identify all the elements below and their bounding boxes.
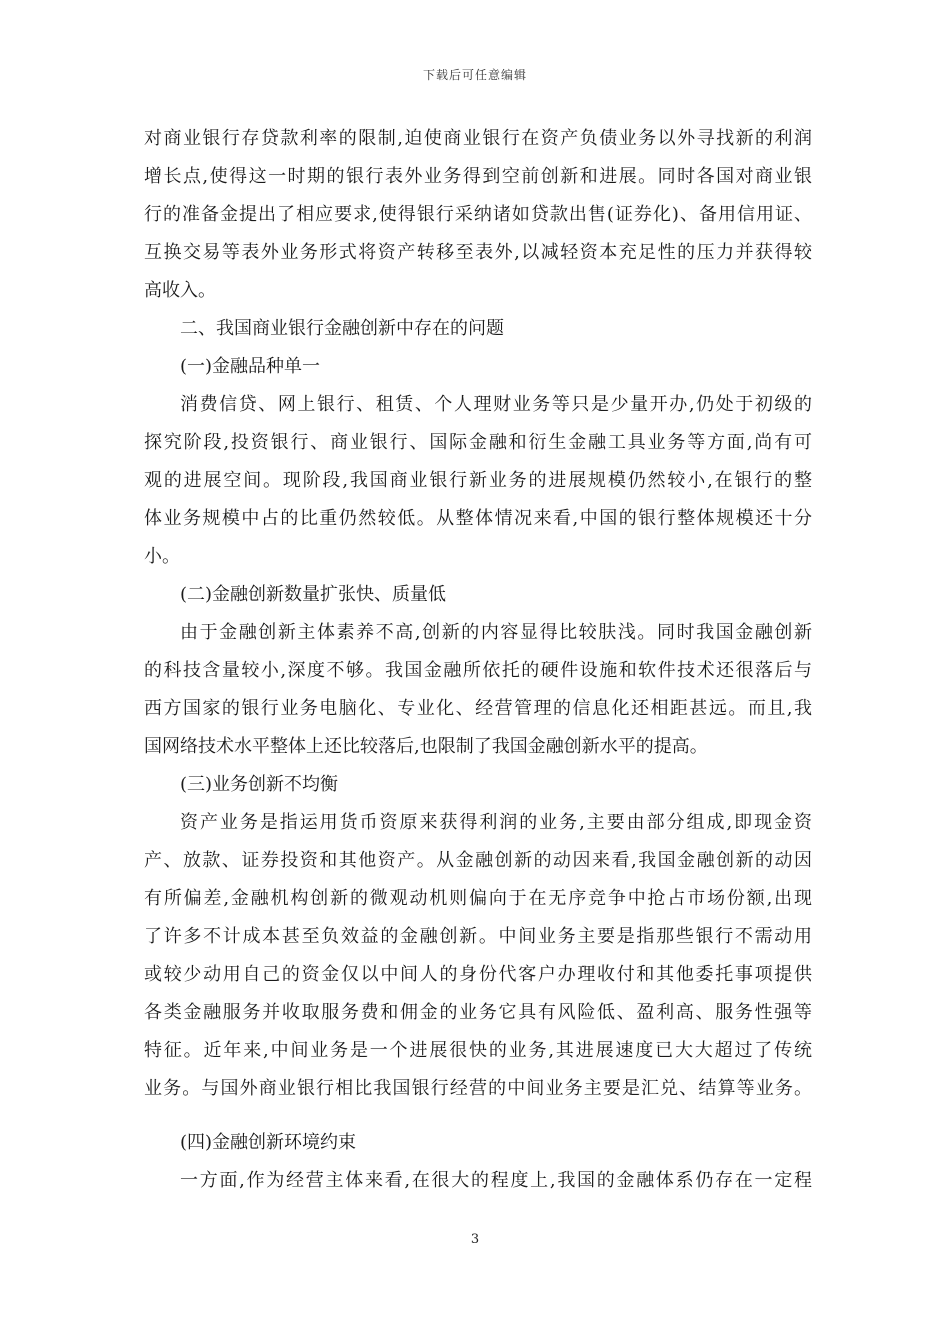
page-header-note: 下载后可任意编辑 — [422, 68, 527, 82]
paragraph-line: 由于金融创新主体素养不高,创新的内容显得比较肤浅。同时我国金融创新 — [180, 622, 812, 643]
paragraph-line: 增长点,使得这一时期的银行表外业务得到空前创新和进展。同时各国对商业银 — [144, 166, 812, 187]
paragraph-line: 产、放款、证券投资和其他资产。从金融创新的动因来看,我国金融创新的动因 — [144, 850, 812, 871]
paragraph-line: 资产业务是指运用货币资原来获得利润的业务,主要由部分组成,即现金资 — [180, 812, 812, 833]
paragraph-line: 一方面,作为经营主体来看,在很大的程度上,我国的金融体系仍存在一定程 — [180, 1170, 812, 1191]
paragraph-line: 对商业银行存贷款利率的限制,迫使商业银行在资产负债业务以外寻找新的利润 — [144, 128, 812, 149]
paragraph-line: 高收入。 — [144, 280, 216, 301]
paragraph-spacer — [144, 1108, 812, 1124]
paragraph-line: 行的准备金提出了相应要求,使得银行采纳诸如贷款出售(证券化)、备用信用证、 — [144, 204, 812, 225]
document-body — [144, 120, 812, 1200]
paragraph-line: 各类金融服务并收取服务费和佣金的业务它具有风险低、盈利高、服务性强等 — [144, 1002, 812, 1023]
paragraph-line: 互换交易等表外业务形式将资产转移至表外,以减轻资本充足性的压力并获得较 — [144, 242, 812, 263]
paragraph-line: 国网络技术水平整体上还比较落后,也限制了我国金融创新水平的提高。 — [144, 736, 708, 757]
subsection-heading: (一)金融品种单一 — [180, 356, 321, 377]
subsection-heading: (三)业务创新不均衡 — [180, 774, 339, 795]
paragraph-line: 特征。近年来,中间业务是一个进展很快的业务,其进展速度已大大超过了传统 — [144, 1040, 812, 1061]
paragraph-line: 小。 — [144, 546, 180, 567]
paragraph-line: 或较少动用自己的资金仅以中间人的身份代客户办理收付和其他委托事项提供 — [144, 964, 812, 985]
paragraph-line: 消费信贷、网上银行、租赁、个人理财业务等只是少量开办,仍处于初级的 — [180, 394, 812, 415]
paragraph-line: 了许多不计成本甚至负效益的金融创新。中间业务主要是指那些银行不需动用 — [144, 926, 812, 947]
paragraph-line: 业务。与国外商业银行相比我国银行经营的中间业务主要是汇兑、结算等业务。 — [144, 1078, 812, 1099]
section-heading: 二、我国商业银行金融创新中存在的问题 — [180, 318, 504, 339]
subsection-heading: (四)金融创新环境约束 — [180, 1132, 357, 1153]
subsection-heading: (二)金融创新数量扩张快、质量低 — [180, 584, 447, 605]
paragraph-line: 有所偏差,金融机构创新的微观动机则偏向于在无序竞争中抢占市场份额,出现 — [144, 888, 812, 909]
page-number: 3 — [470, 1232, 480, 1247]
paragraph-line: 的科技含量较小,深度不够。我国金融所依托的硬件设施和软件技术还很落后与 — [144, 660, 812, 681]
paragraph-line: 观的进展空间。现阶段,我国商业银行新业务的进展规模仍然较小,在银行的整 — [144, 470, 812, 491]
paragraph-line: 体业务规模中占的比重仍然较低。从整体情况来看,中国的银行整体规模还十分 — [144, 508, 812, 529]
paragraph-line: 探究阶段,投资银行、商业银行、国际金融和衍生金融工具业务等方面,尚有可 — [144, 432, 812, 453]
paragraph-line: 西方国家的银行业务电脑化、专业化、经营管理的信息化还相距甚远。而且,我 — [144, 698, 812, 719]
